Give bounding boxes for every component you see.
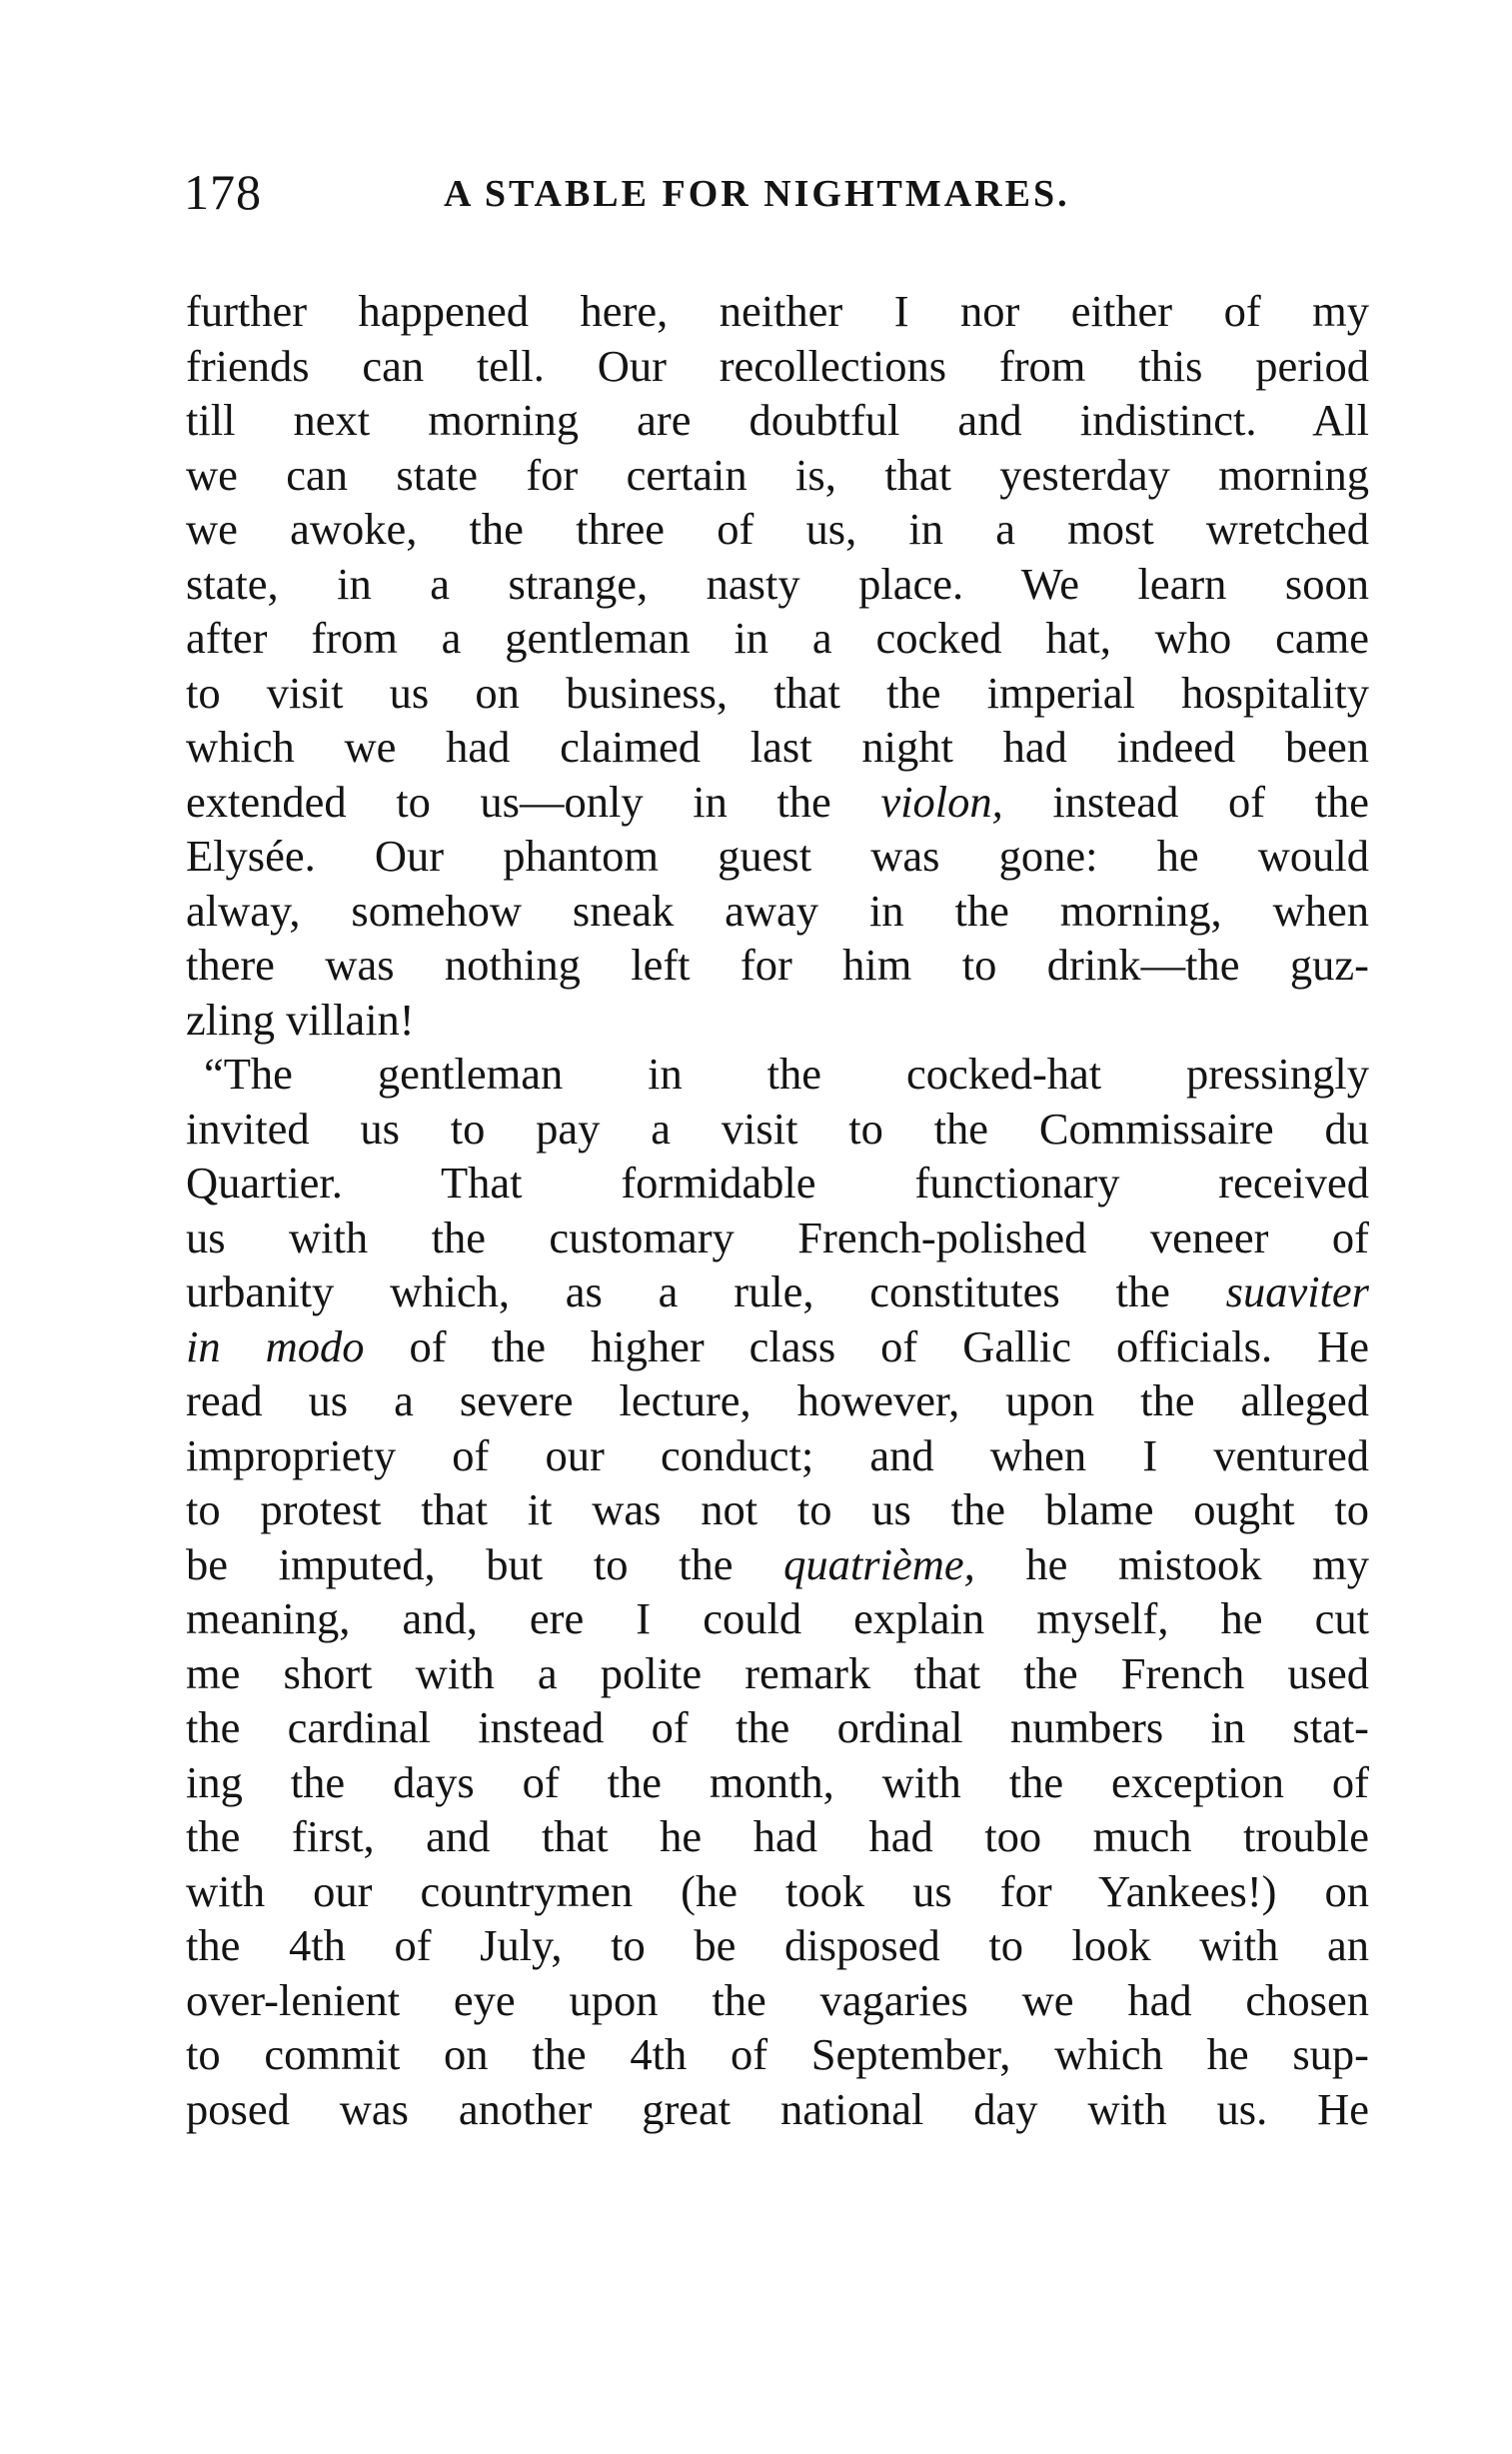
text-line: extended to us—only in the violon, instead of the xyxy=(186,776,1369,827)
text-line: there was nothing left for him to drink—the guz- xyxy=(186,940,1369,990)
text-line: to visit us on business, that the imperial hospitality xyxy=(186,667,1369,718)
text-line: impropriety of our conduct; and when I ventured xyxy=(186,1429,1369,1480)
text-line: invited us to pay a visit to the Commissaire du xyxy=(186,1103,1369,1154)
text-line: ing the days of the month, with the exception of xyxy=(186,1756,1369,1807)
text-line: friends can tell. Our recollections from this period xyxy=(186,340,1369,391)
text-line: after from a gentleman in a cocked hat, who came xyxy=(186,613,1369,663)
running-head xyxy=(184,162,1373,222)
text-line: alway, somehow sneak away in the morning, when xyxy=(186,885,1369,936)
text-line: meaning, and, ere I could explain myself, he cut xyxy=(186,1593,1369,1643)
text-line: state, in a strange, nasty place. We learn soon xyxy=(186,558,1369,609)
text-line: read us a severe lecture, however, upon the alleged xyxy=(186,1375,1369,1425)
italic-term: in modo xyxy=(186,1320,365,1371)
text-line: we awoke, the three of us, in a most wretched xyxy=(186,504,1369,554)
text-line: the first, and that he had had too much trouble xyxy=(186,1811,1369,1861)
text-line: “The gentleman in the cocked-hat pressingly xyxy=(204,1049,1369,1099)
italic-term: quatrième, xyxy=(783,1538,975,1589)
text-line: posed was another great national day with us. He xyxy=(186,2083,1369,2134)
text-line: over-lenient eye upon the vagaries we had chosen xyxy=(186,1974,1369,2025)
italic-term: suaviter xyxy=(1225,1266,1369,1316)
text-line: be imputed, but to the quatrième, he mistook my xyxy=(186,1538,1369,1589)
text-line: the cardinal instead of the ordinal numbers in stat- xyxy=(186,1702,1369,1752)
text-line: urbanity which, as a rule, constitutes the suaviter xyxy=(186,1266,1369,1316)
text-line: to commit on the 4th of September, which he sup- xyxy=(186,2029,1369,2079)
text-line: us with the customary French-polished veneer of xyxy=(186,1212,1369,1262)
text-line: further happened here, neither I nor either of my xyxy=(186,286,1369,336)
text-line: to protest that it was not to us the blame ought to xyxy=(186,1484,1369,1534)
italic-term: violon, xyxy=(880,776,1003,827)
text-line: which we had claimed last night had indeed been xyxy=(186,722,1369,772)
text-line: in modo of the higher class of Gallic officials. He xyxy=(186,1320,1369,1371)
text-line: me short with a polite remark that the French used xyxy=(186,1647,1369,1698)
text-line: till next morning are doubtful and indistinct. All xyxy=(186,395,1369,445)
text-line: with our countrymen (he took us for Yankees!) on xyxy=(186,1865,1369,1916)
page-number: 178 xyxy=(184,164,262,220)
text-line: the 4th of July, to be disposed to look with an xyxy=(186,1920,1369,1970)
running-title: A STABLE FOR NIGHTMARES. xyxy=(444,173,1070,215)
text-line: zling villain! xyxy=(186,994,415,1045)
text-line: Quartier. That formidable functionary received xyxy=(186,1158,1369,1208)
body-text xyxy=(186,284,1369,2136)
text-line: we can state for certain is, that yesterday morning xyxy=(186,449,1369,500)
text-line: Elysée. Our phantom guest was gone: he would xyxy=(186,831,1369,881)
